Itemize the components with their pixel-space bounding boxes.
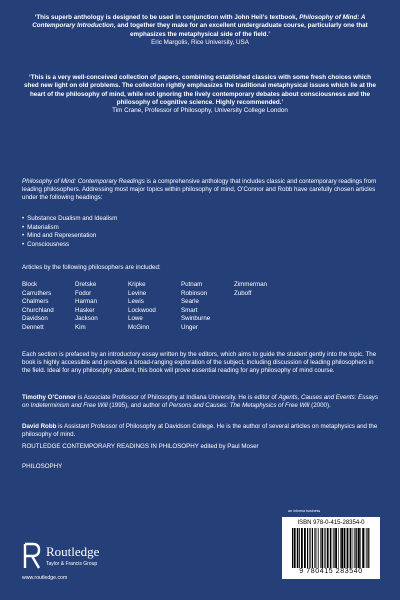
barcode-bar	[297, 528, 298, 568]
philosopher-column	[128, 281, 156, 333]
barcode-bar	[335, 528, 337, 568]
philosopher-name: Swinburne	[181, 315, 211, 323]
barcode-bar	[315, 528, 316, 568]
publisher-url[interactable]: www.routledge.com	[22, 575, 68, 581]
barcode-digits: 9 780415 283540	[299, 568, 363, 575]
barcode-bar	[365, 528, 366, 568]
philosopher-name: Chalmers	[22, 298, 49, 306]
barcode-bar	[292, 528, 293, 568]
barcode-bar	[362, 528, 364, 568]
routledge-r-icon	[22, 542, 42, 570]
philosopher-name: Dennett	[22, 323, 44, 331]
philosopher-name: McGinn	[128, 323, 150, 331]
barcode-bar	[360, 528, 361, 568]
philosopher-name: Zuboff	[234, 289, 252, 297]
barcode-bar	[314, 528, 315, 568]
barcode-bar	[309, 528, 310, 568]
philosopher-name: Davidson	[22, 315, 48, 323]
philosopher-name: Lowe	[128, 315, 143, 323]
philosopher-name: Smart	[181, 306, 198, 314]
philosopher-name: Searle	[181, 298, 199, 306]
philosopher-name: Kripke	[128, 281, 146, 288]
barcode-bar	[347, 528, 349, 568]
barcode-bar	[358, 528, 360, 568]
bio-text: is Assistant Professor of Philosophy at Davidson College. He is the author of several articles on metaphysics and the philosophy of mind.	[22, 423, 378, 439]
barcode-bar	[368, 528, 369, 568]
articles-intro: Articles by the following philosophers are included:	[22, 264, 161, 271]
quote-attribution-1: Eric Margolis, Rice University, USA	[151, 38, 249, 46]
barcode-bar	[353, 528, 354, 568]
review-quote-1	[22, 14, 378, 47]
barcode-bar	[327, 528, 329, 568]
barcode-bar	[340, 528, 341, 568]
philosopher-name: Kim	[75, 323, 86, 331]
bio-oconnor	[22, 394, 382, 410]
barcode-bar	[299, 528, 300, 568]
barcode-bar	[338, 528, 339, 568]
philosopher-name: Dretske	[75, 281, 97, 288]
philosopher-name: Block	[22, 281, 38, 288]
philosopher-name: Harman	[75, 298, 98, 306]
barcode-bar	[324, 528, 325, 568]
intro-paragraph	[22, 178, 382, 203]
section-description: Each section is prefaced by an introductory essay written by the editors, which aims to guide the student gently into the topic. The book is highly accessible and provides a broad-ranging exploration of the subject, including discussion of leading philosophers in the field. Ideal for any philosophy student, this book will prove essential reading for any philosophy of mind course.	[22, 351, 377, 375]
philosopher-name: Jackson	[75, 315, 98, 323]
barcode-bar	[341, 528, 343, 568]
heading-item: • Substance Dualism and Idealism	[22, 215, 117, 224]
philosopher-column	[234, 281, 267, 298]
quote-text-2: ‘This is a very well-conceived collection of papers, combining established classics with some fresh choices which shed new light on old problems. The collection rightly emphasizes the traditional metaphysical issues which lie at the heart of the philosophy of mind, while not ignoring the lively contemporary debates about consciousness and the philosophy of cognitive science. Highly recommended.’	[24, 74, 376, 106]
isbn-barcode	[282, 517, 380, 579]
barcode-bar	[304, 528, 306, 568]
barcode-bar	[354, 528, 355, 568]
philosopher-name: Fodor	[75, 289, 92, 297]
barcode-bar	[307, 528, 308, 568]
philosopher-name: Carruthers	[22, 289, 52, 297]
topic-headings-list	[22, 215, 117, 249]
barcode-bar	[332, 528, 333, 568]
philosopher-name: Robinson	[181, 289, 208, 297]
review-quote-2	[22, 74, 378, 115]
barcode-bar	[318, 528, 319, 568]
category-label: PHILOSOPHY	[22, 463, 63, 470]
series-line: ROUTLEDGE CONTEMPORARY READINGS IN PHILOSOPHY edited by Paul Moser	[22, 443, 259, 450]
heading-item: • Mind and Representation	[22, 232, 117, 241]
barcode-bar	[320, 528, 321, 568]
bio-text: is Associate Professor of Philosophy at Indiana University. He is editor of	[76, 394, 279, 401]
bio-book-title: Persons and Causes: The Metaphysics of Free Will	[168, 402, 310, 410]
publisher-logo	[22, 542, 162, 572]
quote-attribution-2: Tim Crane, Professor of Philosophy, University College London	[112, 107, 288, 115]
philosopher-name: Churchland	[22, 306, 54, 314]
philosopher-column	[181, 281, 210, 333]
philosopher-name: Levine	[128, 289, 147, 297]
philosopher-name: Zimmerman	[234, 281, 268, 288]
intro-text: is a comprehensive anthology that includes classic and contemporary readings from leading philosophers. Addressing most major topics within philosophy of mind, O’Connor and Robb have carefully chosen articles under the following headings:	[22, 178, 377, 202]
quote-text-b: , and together they make for an excellent undergraduate course, particularly one that emphasizes the metaphysical side of the field.’	[113, 22, 368, 38]
barcode-bar	[366, 528, 367, 568]
heading-item: • Materialism	[22, 224, 117, 233]
philosopher-name: Unger	[181, 323, 198, 331]
philosopher-name: Putnam	[181, 281, 203, 288]
bio-text: (1995), and author of	[107, 402, 169, 410]
philosopher-name: Lockwood	[128, 306, 156, 314]
philosopher-column	[75, 281, 98, 333]
quote-book-title: Philosophy of Mind: A Contemporary Introduction	[32, 14, 366, 30]
barcode-bar	[356, 528, 357, 568]
bio-name: Timothy O’Connor	[22, 394, 77, 401]
informa-tagline: an informa business	[288, 509, 321, 513]
barcode-bar	[350, 528, 352, 568]
bio-robb	[22, 423, 382, 439]
bio-name: David Robb	[22, 423, 57, 430]
barcode-bar	[317, 528, 318, 568]
publisher-name: Routledge	[46, 544, 100, 559]
publisher-group: Taylor & Francis Group	[46, 561, 98, 567]
heading-item: • Consciousness	[22, 241, 117, 250]
philosopher-column	[22, 281, 54, 333]
barcode-bar	[330, 528, 331, 568]
quote-text-a: ‘This superb anthology is designed to be used in conjunction with John Heil’s textbook,	[34, 14, 300, 21]
intro-book-title: Philosophy of Mind: Contemporary Readings	[22, 178, 145, 185]
barcode-bar	[344, 528, 346, 568]
philosopher-name: Hasker	[75, 306, 95, 314]
barcode-bar	[321, 528, 323, 568]
barcode-bar	[333, 528, 334, 568]
isbn-text: ISBN 978-0-415-28354-0	[297, 520, 365, 526]
bio-book-title: Agents, Causes and Events: Essays on Indeterminism and Free Will	[22, 394, 379, 410]
bio-text: (2000).	[309, 402, 331, 410]
barcode-bar	[294, 528, 296, 568]
barcode-bar	[301, 528, 303, 568]
barcode-bar	[312, 528, 313, 568]
barcode-bars	[292, 528, 370, 568]
philosopher-name: Lewis	[128, 298, 144, 306]
